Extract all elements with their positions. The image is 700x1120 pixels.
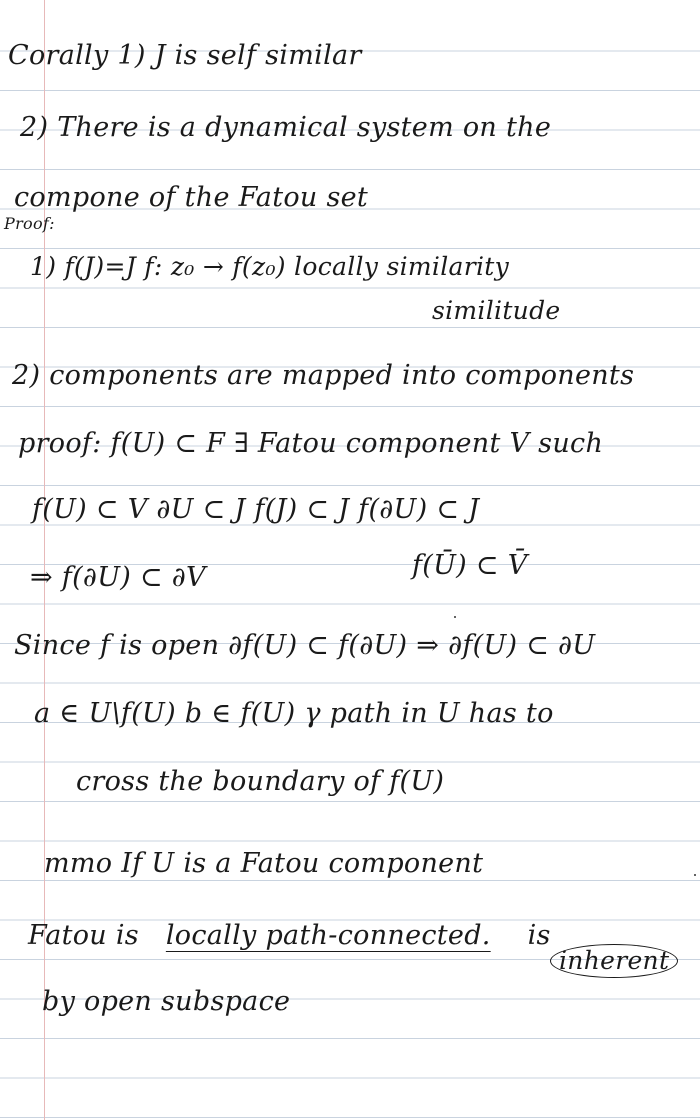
note-line-boundary-inclusions: f(U) ⊂ V ∂U ⊂ J f(J) ⊂ J f(∂U) ⊂ J — [32, 494, 480, 525]
note-line-components-mapped: 2) components are mapped into components — [12, 360, 635, 391]
note-line-since-f-open: Since f is open ∂f(U) ⊂ f(∂U) ⇒ ∂f(U) ⊂ ∂U — [14, 630, 596, 661]
note-line-closure: f(Ū) ⊂ V̄ — [412, 550, 528, 581]
inherent-circled-word — [550, 944, 678, 978]
inherent-circle: inherent — [550, 944, 678, 978]
note-line-dynamical-system: 2) There is a dynamical system on the — [20, 112, 552, 143]
note-line-if-u-fatou: mmo If U is a Fatou component — [44, 848, 484, 879]
note-line-cross-boundary: cross the boundary of f(U) — [76, 766, 445, 797]
note-line-implies-boundary: ⇒ f(∂U) ⊂ ∂V — [30, 562, 206, 593]
margin-line — [44, 0, 45, 1120]
note-line-open-subspace: by open subspace — [42, 986, 291, 1017]
locally-path-connected-underlined: locally path-connected. — [165, 920, 491, 951]
note-line-path-gamma: a ∈ U\f(U) b ∈ f(U) γ path in U has to — [34, 698, 554, 729]
stray-dot — [694, 874, 696, 876]
note-line-f-of-j: 1) f(J)=J f: z₀ → f(z₀) locally similarity — [30, 252, 510, 281]
note-line-corollary: Corally 1) J is self similar — [8, 40, 362, 71]
note-line-similitude: similitude — [432, 296, 561, 325]
is-text: is — [527, 920, 551, 951]
note-line-proof-fatou-component: proof: f(U) ⊂ F ∃ Fatou component V such — [18, 428, 604, 459]
stray-dot — [454, 616, 456, 618]
note-line-fatou-set: compone of the Fatou set — [14, 182, 369, 213]
note-line-proof-label: Proof: — [4, 214, 55, 233]
fatou-is-text: Fatou is — [28, 920, 139, 951]
note-line-fatou-is — [28, 920, 551, 951]
